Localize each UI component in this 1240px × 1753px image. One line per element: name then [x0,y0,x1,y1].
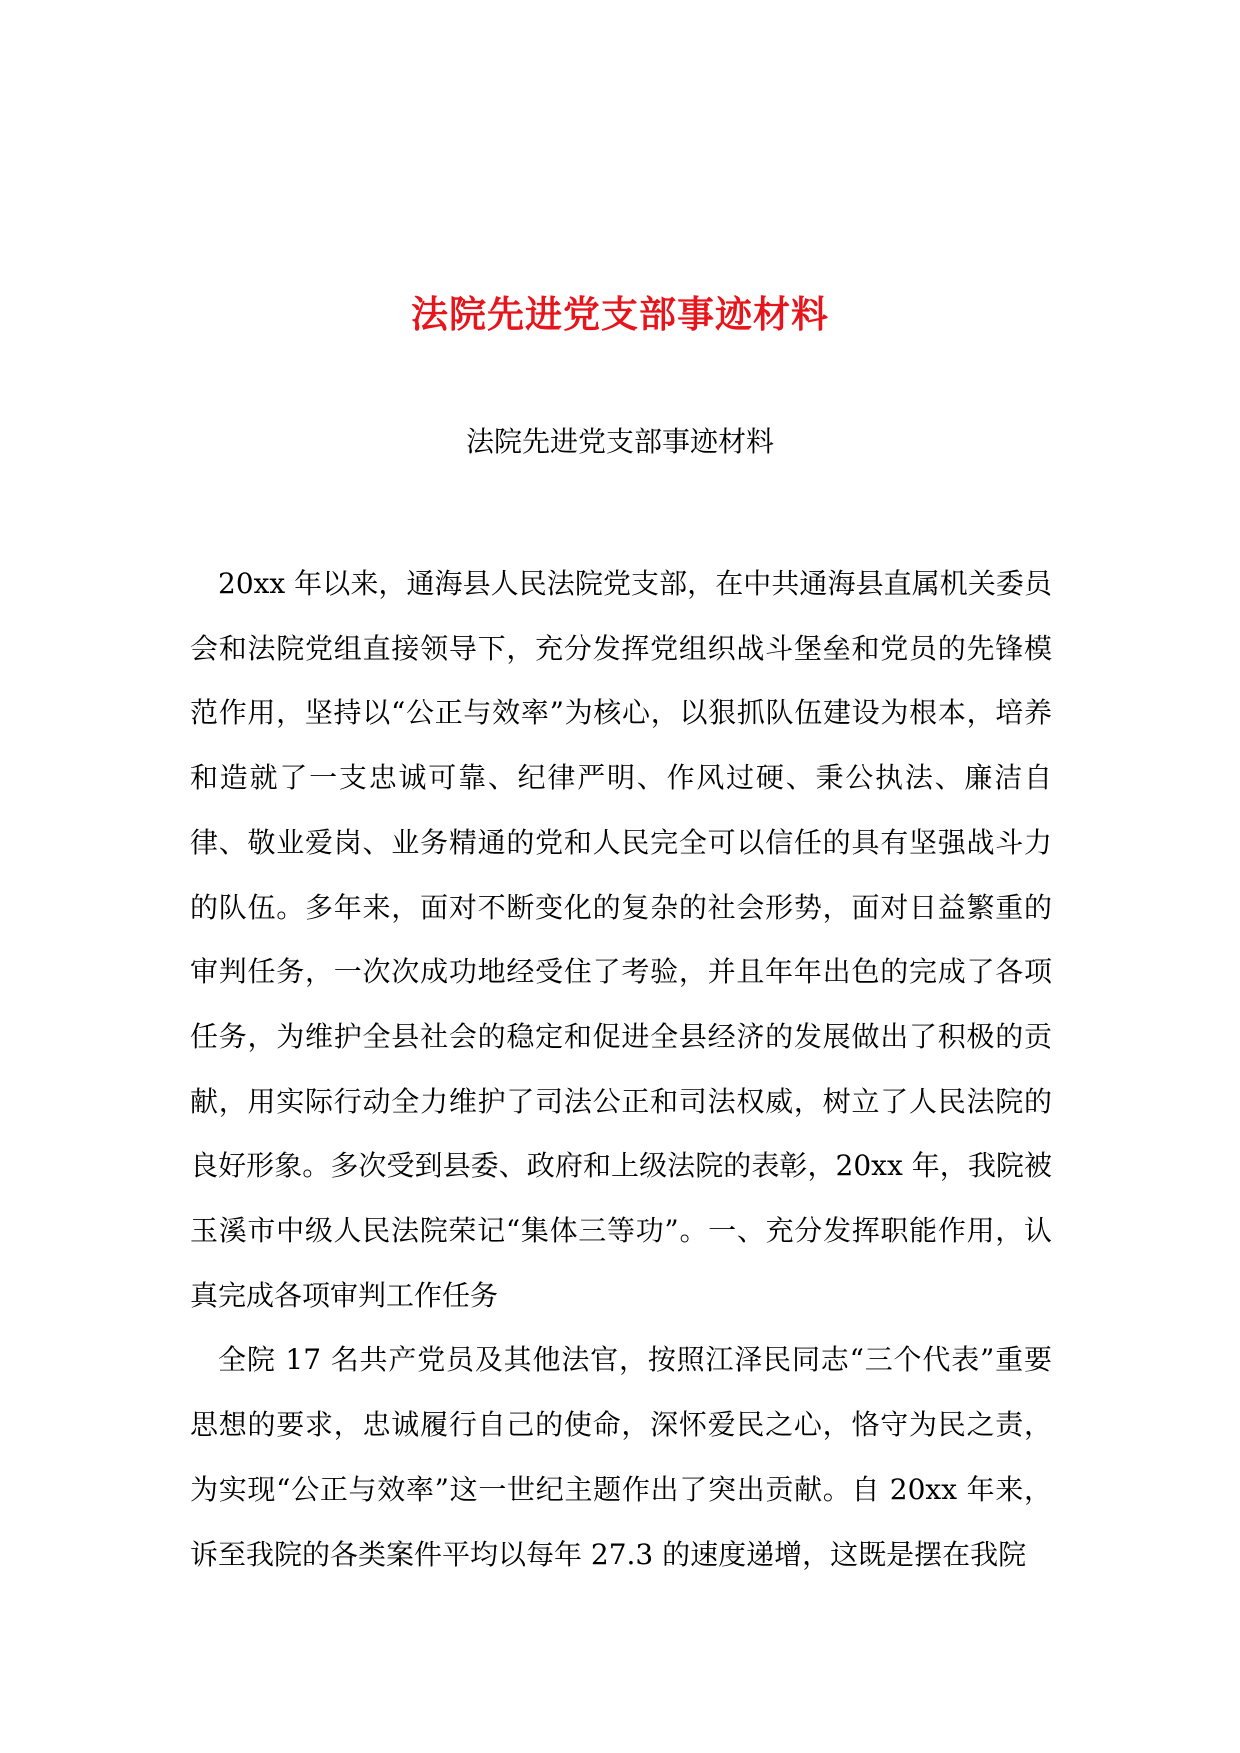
body-paragraph: 20xx 年以来，通海县人民法院党支部，在中共通海县直属机关委员会和法院党组直接领导下，充分发挥党组织战斗堡垒和党员的先锋模范作用，坚持以“公正与效率”为核心，以狠抓队伍建设为根本，培养和造就了一支忠诚可靠、纪律严明、作风过硬、秉公执法、廉洁自律、敬业爱岗、业务精通的党和人民完全可以信任的具有坚强战斗力的队伍。多年来，面对不断变化的复杂的社会形势，面对日益繁重的审判任务，一次次成功地经受住了考验，并且年年出色的完成了各项任务，为维护全县社会的稳定和促进全县经济的发展做出了积极的贡献，用实际行动全力维护了司法公正和司法权威，树立了人民法院的良好形象。多次受到县委、政府和上级法院的表彰，20xx 年，我院被玉溪市中级人民法院荣记“集体三等功”。一、充分发挥职能作用，认真完成各项审判工作任务 [190,567,1052,1312]
document-body [190,552,1052,1587]
document-title: 法院先进党支部事迹材料 [411,292,829,336]
body-paragraph: 全院 17 名共产党员及其他法官，按照江泽民同志“三个代表”重要思想的要求，忠诚履行自己的使命，深怀爱民之心，恪守为民之责，为实现“公正与效率”这一世纪主题作出了突出贡献。自 20xx 年来，诉至我院的各类案件平均以每年 27.3 的速度递增，这既是摆在我院 [190,1343,1052,1571]
document-subtitle: 法院先进党支部事迹材料 [465,425,774,458]
